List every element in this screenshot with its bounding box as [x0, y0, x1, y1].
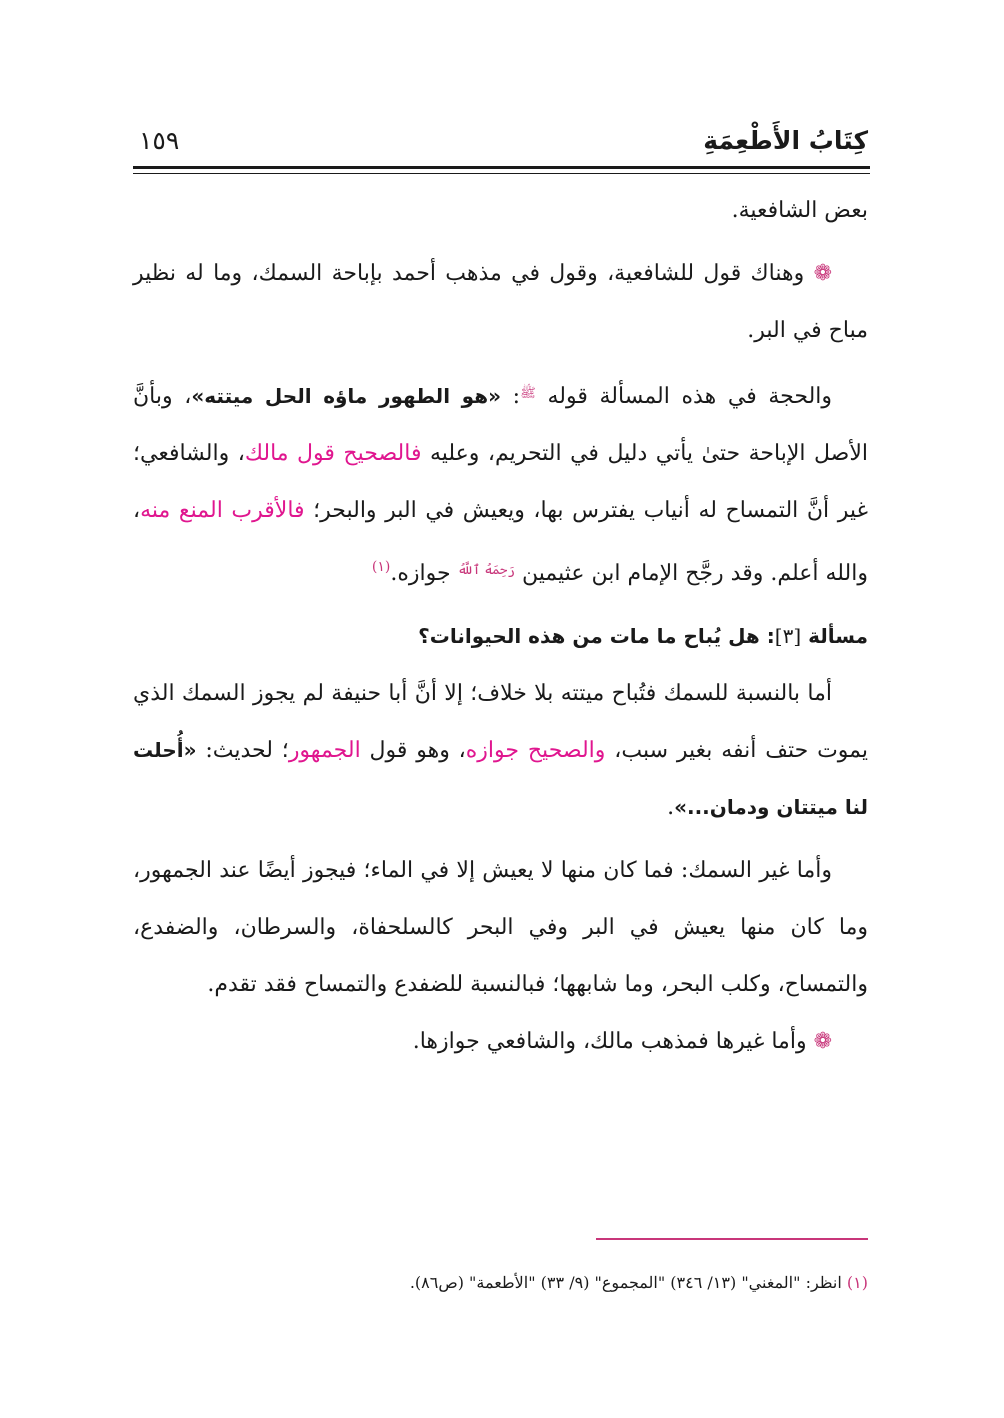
p3-text-f: جوازه. [390, 561, 458, 586]
issue-heading [133, 608, 868, 665]
hadith-quote-2: «أُحلت لنا ميتتان ودمان...» [133, 738, 868, 819]
honorific-rahimahullah: رَحِمَهُ ٱللَّهُ [457, 563, 515, 578]
paragraph-4 [133, 665, 868, 836]
paragraph-2-text: وهناك قول للشافعية، وقول في مذهب أحمد بإباحة السمك، وما له نظير مباح في البر. [133, 261, 868, 343]
paragraph-1-text: بعض الشافعية. [731, 198, 868, 223]
running-title: كِتَابُ الأَطْعِمَةِ [703, 126, 868, 155]
page-number: ١٥٩ [139, 126, 180, 155]
header-rule-thick [133, 166, 870, 169]
highlight-sahih-malik: فالصحيح قول مالك [244, 441, 422, 466]
hadith-quote-1: «هو الطهور ماؤه الحل ميتته» [191, 384, 502, 408]
issue-label: مسألة [801, 624, 868, 648]
highlight-sahih-jawazuh: والصحيح جوازه [465, 738, 606, 763]
flower-bullet-icon: ❁ [813, 261, 832, 286]
p4-text-d: . [667, 795, 675, 820]
p3-text-e: ، والله أعلم. وقد رجَّح الإمام ابن عثيمين [133, 498, 868, 586]
paragraph-2 [133, 245, 868, 359]
footnote [133, 1270, 868, 1296]
highlight-aqrab: فالأقرب المنع منه [140, 498, 305, 523]
p4-text-c: ؛ لحديث: [196, 738, 289, 763]
p3-text-c: ، وبأنَّ الأصل الإباحة حتىٰ يأتي دليل في التحريم، وعليه [133, 384, 868, 466]
p3-text-d: ، والشافعي؛ غير أنَّ التمساح له أنياب يفترس بها، ويعيش في البر والبحر؛ [133, 441, 869, 523]
issue-text: : هل يُباح ما مات من هذه الحيوانات؟ [418, 624, 775, 648]
paragraph-6-text: وأما غيرها فمذهب مالك، والشافعي جوازها. [412, 1029, 814, 1054]
p3-text-b: : [501, 384, 521, 409]
highlight-jumhur: الجمهور [288, 738, 361, 763]
paragraph-1 [133, 182, 868, 239]
footnote-separator [596, 1238, 868, 1240]
flower-bullet-icon: ❁ [813, 1029, 832, 1054]
header-rule-thin [133, 173, 870, 174]
footnote-number: (١) [846, 1273, 868, 1292]
footnote-text: انظر: "المغني" (١٣/ ٣٤٦) "المجموع" (٩/ ٣٣) "الأطعمة" (ص٨٦). [409, 1273, 847, 1292]
footnote-reference[interactable]: (١) [371, 559, 391, 575]
honorific-salawat: ﷺ [520, 386, 536, 401]
p4-text-a: أما بالنسبة للسمك فتُباح ميتته بلا خلاف؛ إلا أنَّ أبا حنيفة لم يجوز السمك الذي يموت حتف أنفه بغير سبب، [133, 681, 869, 763]
paragraph-5-text: وأما غير السمك: فما كان منها لا يعيش إلا في الماء؛ فيجوز أيضًا عند الجمهور، وما كان منها يعيش في البر وفي البحر كالسلحفاة، والسرطان، والضفدع، والتمساح، وكلب البحر، وما شابهها؛ فبالنسبة للضفدع والتمساح فقد تقدم. [133, 858, 869, 997]
paragraph-5 [133, 842, 868, 1013]
page-header [133, 126, 868, 162]
paragraph-3 [133, 365, 868, 602]
paragraph-6 [133, 1013, 868, 1070]
issue-number: [٣] [774, 624, 802, 648]
page-body [133, 182, 868, 1070]
p4-text-b: ، وهو قول [360, 738, 466, 763]
p3-text-a: والحجة في هذه المسألة قوله [535, 384, 833, 409]
